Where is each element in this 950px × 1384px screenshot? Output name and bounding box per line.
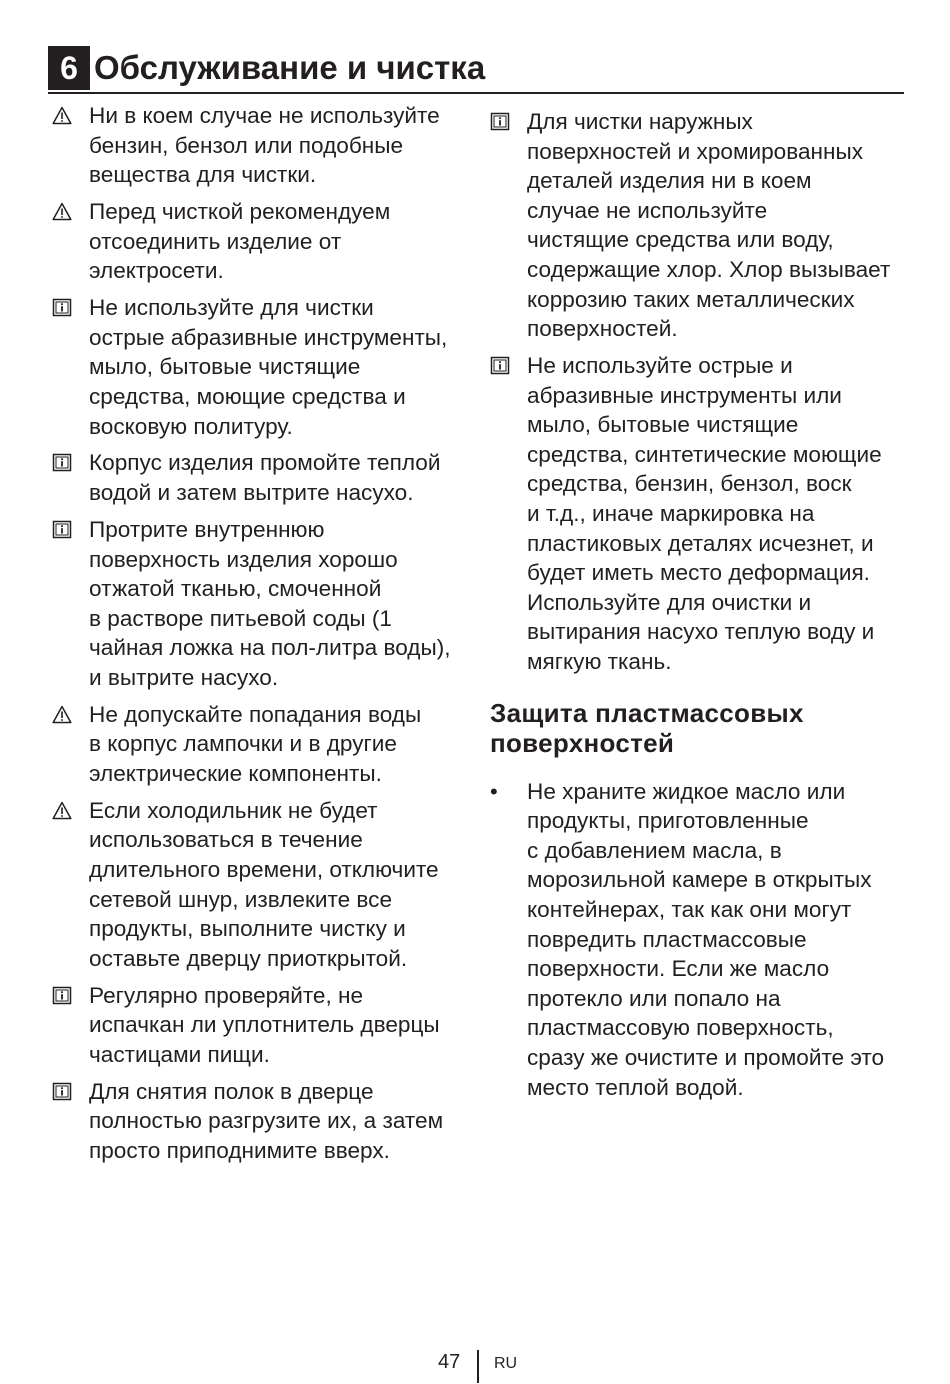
note-item [490, 107, 910, 344]
section-title: Обслуживание и чистка [94, 49, 486, 86]
bullet-item [490, 777, 910, 1103]
info-icon [52, 453, 72, 472]
note-text: Не используйте острые и абразивные инструменты или мыло, бытовые чистящие средства, синтетические моющие средства, бензин, бензол, воск и т.д., иначе маркировка на пластиковых деталях исчезнет, и будет иметь место деформация. Используйте для очистки и вытирания насухо теплую воду и мягкую ткань. [527, 353, 882, 674]
warning-icon [52, 705, 72, 724]
info-icon [52, 298, 72, 317]
note-text: Не допускайте попадания воды в корпус лампочки и в другие электрические компоненты. [89, 701, 422, 786]
info-icon [52, 986, 72, 1005]
info-icon [52, 1082, 72, 1101]
note-item [52, 293, 472, 441]
note-item [52, 197, 472, 286]
page-footer [0, 1349, 950, 1379]
note-text: Для чистки наружных поверхностей и хромированных деталей изделия ни в коем случае не используйте чистящие средства или воду, содержащие хлор. Хлор вызывает коррозию таких металлических поверхностей. [527, 109, 891, 342]
note-text: Ни в коем случае не используйте бензин, бензол или подобные вещества для чистки. [89, 103, 440, 188]
note-item [52, 101, 472, 190]
info-icon [490, 356, 510, 375]
note-text: Для снятия полок в дверце полностью разгрузите их, а затем просто приподнимите вверх. [89, 1078, 444, 1163]
note-text: Регулярно проверяйте, не испачкан ли уплотнитель дверцы частицами пищи. [89, 982, 440, 1067]
language-code: RU [494, 1355, 518, 1372]
note-item [52, 1077, 472, 1166]
note-item [52, 515, 472, 693]
info-icon [52, 520, 72, 539]
note-text: Протрите внутреннюю поверхность изделия хорошо отжатой тканью, смоченной в растворе питьевой соды (1 чайная ложка на пол-литра воды), и вытрите насухо. [89, 516, 451, 690]
note-text: Не используйте для чистки острые абразивные инструменты, мыло, бытовые чистящие средства, моющие средства и восковую политуру. [89, 295, 448, 439]
note-item [52, 981, 472, 1070]
note-item [52, 700, 472, 789]
note-text: Корпус изделия промойте теплой водой и затем вытрите насухо. [89, 450, 441, 506]
warning-icon [52, 202, 72, 221]
bullet-marker: • [490, 778, 498, 804]
note-item [52, 448, 472, 507]
footer-divider [477, 1350, 479, 1383]
right-column [490, 101, 910, 1109]
warning-icon [52, 106, 72, 125]
note-text: Перед чисткой рекомендуем отсоединить изделие от электросети. [89, 199, 391, 284]
note-item [490, 351, 910, 677]
section-number: 6 [48, 46, 90, 90]
note-text: Если холодильник не будет использоваться в течение длительного времени, отключите сетевой шнур, извлеките все продукты, выполните чистку и оставьте дверцу приоткрытой. [89, 797, 439, 971]
section-header [48, 46, 904, 94]
subsection-title: Защита пластмассовых поверхностей [490, 697, 804, 758]
note-item [52, 796, 472, 974]
left-column [52, 101, 472, 1173]
info-icon [490, 112, 510, 131]
bullet-text: Не храните жидкое масло или продукты, приготовленные с добавлением масла, в морозильной камере в открытых контейнерах, так как они могут повредить пластмассовые поверхности. Если же масло протекло или попало на пластмассовую поверхность, сразу же очистите и промойте это место теплой водой. [527, 778, 885, 1100]
page-number: 47 [438, 1351, 461, 1373]
warning-icon [52, 801, 72, 820]
